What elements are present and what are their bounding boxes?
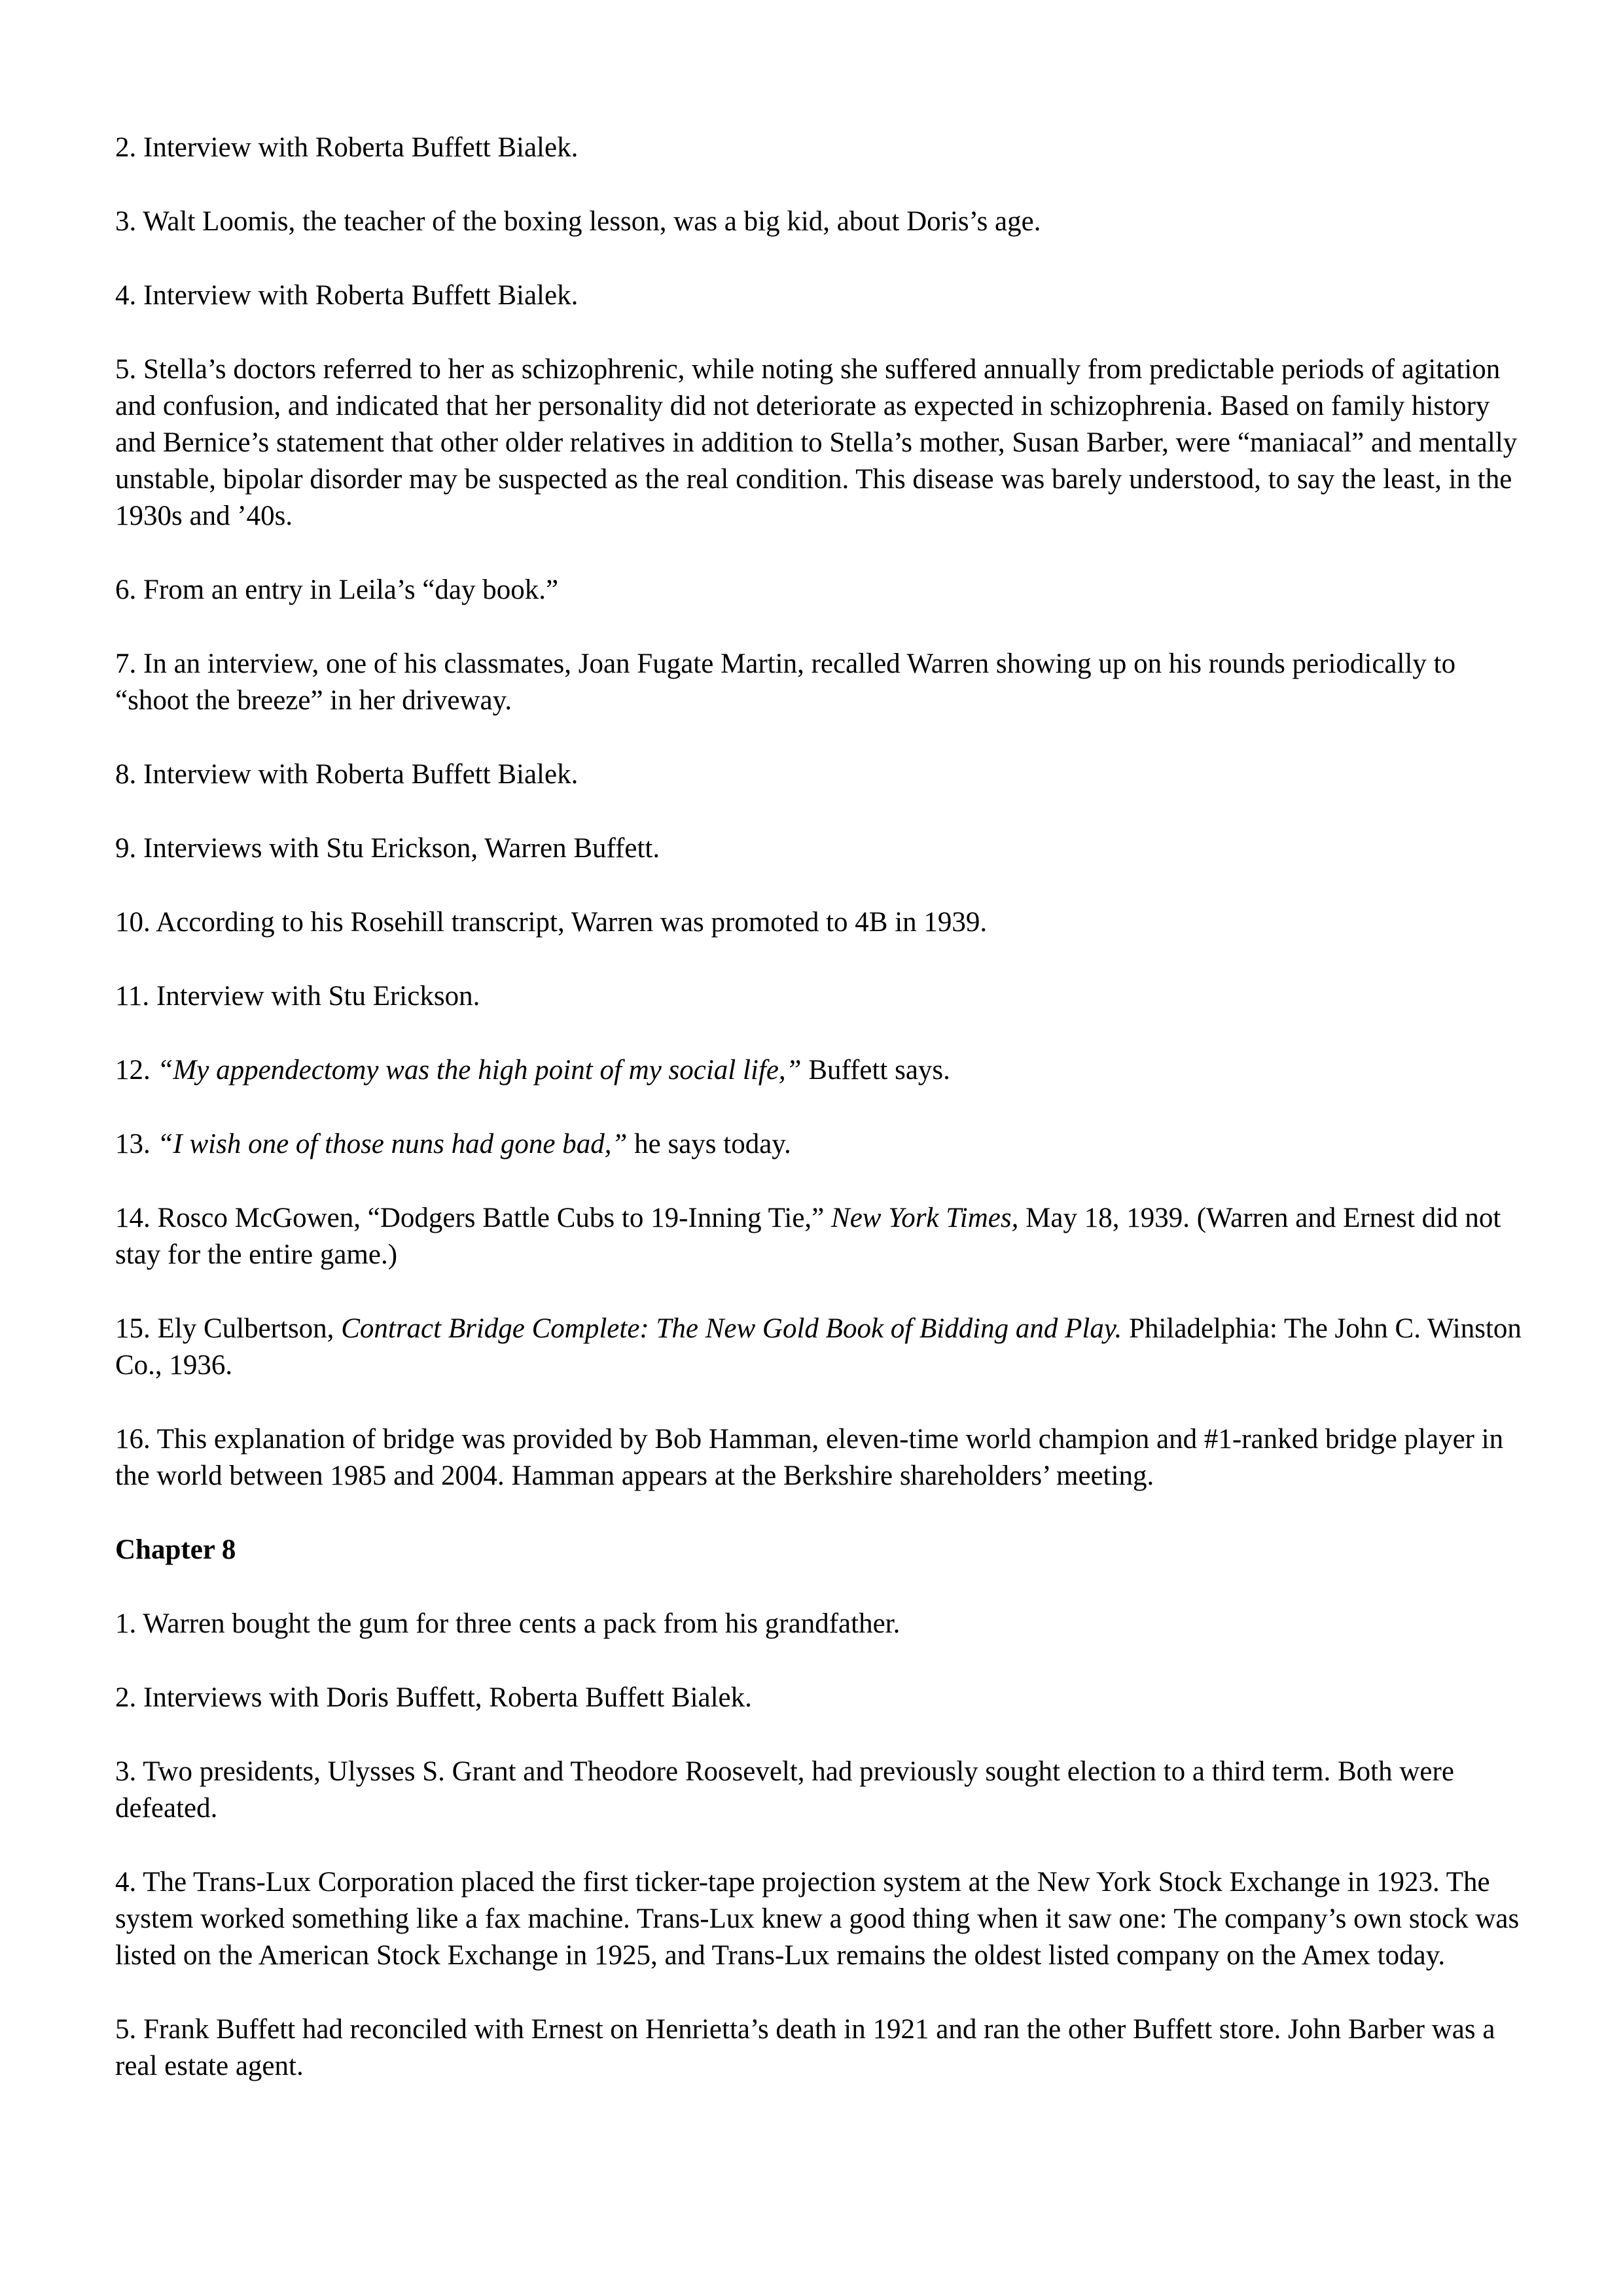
endnote-number: 7. (115, 648, 137, 679)
endnote (115, 830, 1522, 867)
endnote-text: The Trans-Lux Corporation placed the first ticker-tape projection system at the New York Stock Exchange in 1923. The system worked something like a fax machine. Trans-Lux knew a good thing when it saw one: The company’s own stock was listed on the American Stock Exchange in 1925, and Trans-Lux remains the oldest listed company on the Amex today. (115, 1867, 1520, 1971)
endnote-number: 4. (115, 1867, 137, 1898)
endnote-text: Philadelphia: The John C. Winston Co., 1936. (115, 1313, 1522, 1381)
endnote-italic-text: New York Times, (831, 1203, 1019, 1233)
endnote-number: 5. (115, 2014, 137, 2045)
endnote (115, 351, 1522, 535)
endnote (115, 1126, 1522, 1163)
endnote (115, 1864, 1522, 1974)
endnote-text: Stella’s doctors referred to her as schizophrenic, while noting she suffered annually from predictable periods of agitation and confusion, and indicated that her personality did not deteriorate as expected in schizophrenia. Based on family history and Bernice’s statement that other older relatives in addition to Stella’s mother, Susan Barber, were “maniacal” and mentally unstable, bipolar disorder may be suspected as the real condition. This disease was barely understood, to say the least, in the 1930s and ’40s. (115, 354, 1518, 531)
endnote (115, 646, 1522, 719)
endnote-number: 2. (115, 132, 137, 163)
endnote-text: May 18, 1939. (Warren and Ernest did not stay for the entire game.) (115, 1203, 1501, 1270)
endnote-number: 14. (115, 1203, 151, 1233)
endnote-text: Interviews with Doris Buffett, Roberta Buffett Bialek. (143, 1682, 752, 1713)
endnote-number: 3. (115, 206, 137, 237)
endnote-text: he says today. (627, 1129, 791, 1159)
endnote-text: Interviews with Stu Erickson, Warren Buffett. (143, 833, 660, 864)
endnote (115, 2011, 1522, 2085)
endnote-number: 2. (115, 1682, 137, 1713)
endnote-number: 13. (115, 1129, 151, 1159)
endnote-text: From an entry in Leila’s “day book.” (143, 574, 559, 605)
notes-list-after (115, 1606, 1522, 2085)
endnote-number: 15. (115, 1313, 151, 1344)
endnote (115, 1606, 1522, 1642)
endnote-number: 1. (115, 1608, 137, 1639)
endnote-number: 3. (115, 1756, 137, 1787)
endnote-number: 4. (115, 280, 137, 311)
endnote-text: Walt Loomis, the teacher of the boxing lesson, was a big kid, about Doris’s age. (143, 206, 1041, 237)
endnote-text: In an interview, one of his classmates, Joan Fugate Martin, recalled Warren showing up on his rounds periodically to “shoot the breeze” in her driveway. (115, 648, 1456, 716)
endnote-number: 11. (115, 981, 150, 1012)
endnote-text: Ely Culbertson, (157, 1313, 342, 1344)
endnote-text: Interview with Stu Erickson. (156, 981, 480, 1012)
endnote-number: 12. (115, 1055, 151, 1086)
endnote-number: 9. (115, 833, 137, 864)
endnote-text: Frank Buffett had reconciled with Ernest on Henrietta’s death in 1921 and ran the other Buffett store. John Barber was a real estate agent. (115, 2014, 1495, 2081)
notes-list-before (115, 130, 1522, 1494)
endnote-italic-text: “I wish one of those nuns had gone bad,” (157, 1129, 628, 1159)
endnote-number: 16. (115, 1424, 151, 1455)
endnote-text: Two presidents, Ulysses S. Grant and Theodore Roosevelt, had previously sought election to a third term. Both were defeated. (115, 1756, 1454, 1824)
endnote-text: Rosco McGowen, “Dodgers Battle Cubs to 19-Inning Tie,” (157, 1203, 832, 1233)
endnote-text: Interview with Roberta Buffett Bialek. (143, 280, 579, 311)
endnote-number: 5. (115, 354, 137, 385)
endnote (115, 572, 1522, 609)
endnote-text: Interview with Roberta Buffett Bialek. (143, 132, 579, 163)
endnote (115, 130, 1522, 166)
endnote-text: Warren bought the gum for three cents a pack from his grandfather. (143, 1608, 901, 1639)
endnote (115, 978, 1522, 1015)
endnote (115, 203, 1522, 240)
endnote (115, 1311, 1522, 1384)
endnote (115, 1680, 1522, 1716)
endnote (115, 756, 1522, 793)
endnote (115, 1200, 1522, 1273)
endnote-text: This explanation of bridge was provided by Bob Hamman, eleven-time world champion and #1-ranked bridge player in the world between 1985 and 2004. Hamman appears at the Berkshire shareholders’ meeting. (115, 1424, 1504, 1491)
endnote-number: 6. (115, 574, 137, 605)
endnote-number: 8. (115, 759, 137, 790)
endnote-text: Buffett says. (801, 1055, 950, 1086)
endnote (115, 1754, 1522, 1827)
endnote-text: According to his Rosehill transcript, Warren was promoted to 4B in 1939. (156, 907, 988, 938)
endnote (115, 1421, 1522, 1494)
page (115, 130, 1522, 2122)
endnote-italic-text: “My appendectomy was the high point of my social life,” (157, 1055, 802, 1086)
endnote (115, 904, 1522, 941)
endnote (115, 1052, 1522, 1089)
endnote-text: Interview with Roberta Buffett Bialek. (143, 759, 579, 790)
endnote-number: 10. (115, 907, 151, 938)
endnote-italic-text: Contract Bridge Complete: The New Gold Book of Bidding and Play. (341, 1313, 1122, 1344)
endnote (115, 277, 1522, 314)
chapter-heading: Chapter 8 (115, 1534, 236, 1565)
